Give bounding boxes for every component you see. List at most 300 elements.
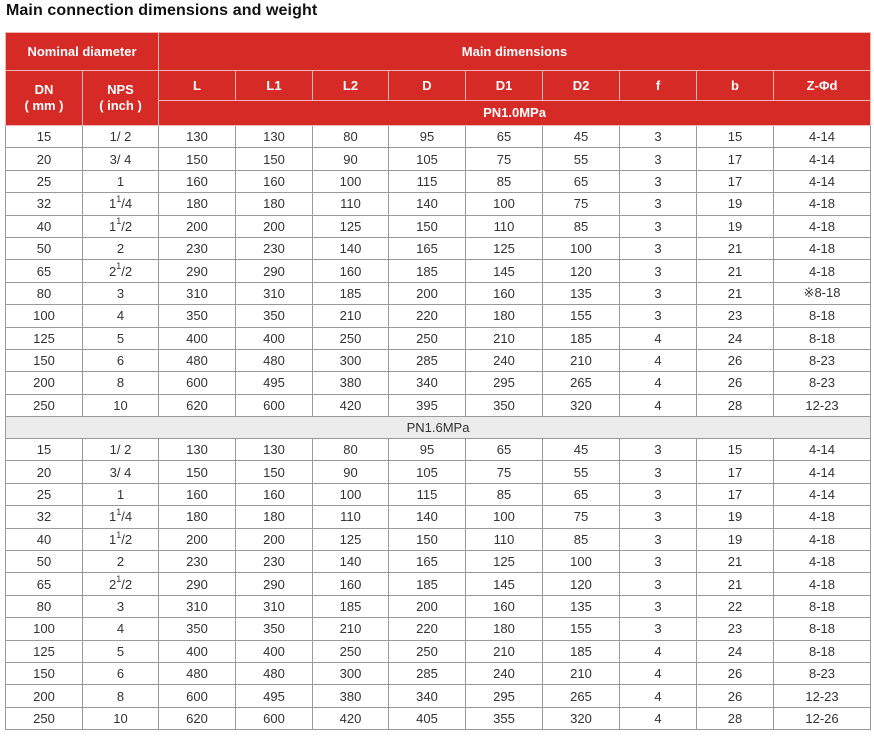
cell-z: 8-18 bbox=[774, 595, 871, 617]
cell-f: 3 bbox=[620, 282, 697, 304]
cell-l2: 250 bbox=[313, 640, 389, 662]
nominal-diameter-header: Nominal diameter bbox=[6, 33, 159, 71]
section-label: PN1.6MPa bbox=[6, 417, 871, 439]
cell-d: 115 bbox=[389, 170, 466, 192]
nps-cell: 2 bbox=[83, 237, 159, 259]
dn-cell: 25 bbox=[6, 170, 83, 192]
cell-f: 3 bbox=[620, 461, 697, 483]
cell-l1: 160 bbox=[236, 483, 313, 505]
cell-l: 200 bbox=[159, 215, 236, 237]
cell-f: 4 bbox=[620, 327, 697, 349]
cell-l1: 160 bbox=[236, 170, 313, 192]
cell-d2: 155 bbox=[543, 618, 620, 640]
cell-f: 3 bbox=[620, 215, 697, 237]
dn-cell: 65 bbox=[6, 573, 83, 595]
nps-numerator: 1 bbox=[116, 529, 122, 540]
cell-l: 600 bbox=[159, 685, 236, 707]
cell-d: 140 bbox=[389, 506, 466, 528]
table-row bbox=[6, 640, 871, 662]
dn-cell: 50 bbox=[6, 551, 83, 573]
cell-d: 340 bbox=[389, 372, 466, 394]
cell-l2: 90 bbox=[313, 148, 389, 170]
nps-cell: 3 bbox=[83, 595, 159, 617]
dn-label: DN bbox=[34, 82, 54, 97]
cell-l2: 185 bbox=[313, 282, 389, 304]
cell-f: 4 bbox=[620, 349, 697, 371]
cell-f: 3 bbox=[620, 126, 697, 148]
cell-d2: 75 bbox=[543, 193, 620, 215]
cell-z: 4-18 bbox=[774, 215, 871, 237]
nps-whole: 1 bbox=[108, 196, 117, 212]
cell-l2: 125 bbox=[313, 215, 389, 237]
table-row bbox=[6, 551, 871, 573]
cell-l2: 160 bbox=[313, 573, 389, 595]
dn-cell: 250 bbox=[6, 394, 83, 416]
cell-l: 130 bbox=[159, 439, 236, 461]
nps-cell: 8 bbox=[83, 685, 159, 707]
cell-b: 15 bbox=[697, 126, 774, 148]
cell-d1: 295 bbox=[466, 372, 543, 394]
cell-l1: 495 bbox=[236, 685, 313, 707]
cell-l1: 400 bbox=[236, 640, 313, 662]
cell-z: 4-14 bbox=[774, 170, 871, 192]
cell-d1: 145 bbox=[466, 260, 543, 282]
cell-l1: 290 bbox=[236, 260, 313, 282]
cell-d2: 135 bbox=[543, 595, 620, 617]
cell-z: 4-18 bbox=[774, 193, 871, 215]
cell-l: 310 bbox=[159, 282, 236, 304]
cell-b: 15 bbox=[697, 439, 774, 461]
nps-cell: 3/ 4 bbox=[83, 461, 159, 483]
nps-whole: 1 bbox=[108, 509, 117, 525]
cell-f: 3 bbox=[620, 595, 697, 617]
dn-cell: 125 bbox=[6, 640, 83, 662]
cell-d: 200 bbox=[389, 595, 466, 617]
cell-l1: 150 bbox=[236, 148, 313, 170]
table-row bbox=[6, 260, 871, 282]
table-row bbox=[6, 193, 871, 215]
cell-d: 165 bbox=[389, 551, 466, 573]
cell-l1: 200 bbox=[236, 215, 313, 237]
dn-cell: 20 bbox=[6, 461, 83, 483]
nps-cell bbox=[83, 573, 159, 595]
dn-cell: 20 bbox=[6, 148, 83, 170]
nps-whole: 2 bbox=[108, 263, 117, 279]
nps-denominator: /2 bbox=[121, 531, 133, 547]
nps-label: NPS bbox=[107, 82, 134, 97]
cell-l: 620 bbox=[159, 394, 236, 416]
nps-numerator: 1 bbox=[116, 574, 122, 585]
cell-d1: 180 bbox=[466, 618, 543, 640]
dn-cell: 250 bbox=[6, 707, 83, 729]
dn-cell: 150 bbox=[6, 662, 83, 684]
page-title: Main connection dimensions and weight bbox=[6, 2, 318, 19]
cell-f: 4 bbox=[620, 394, 697, 416]
cell-d1: 210 bbox=[466, 640, 543, 662]
cell-z: 4-18 bbox=[774, 573, 871, 595]
cell-z: 12-23 bbox=[774, 685, 871, 707]
cell-f: 4 bbox=[620, 685, 697, 707]
nps-cell: 10 bbox=[83, 707, 159, 729]
cell-f: 3 bbox=[620, 237, 697, 259]
section-label-pn10: PN1.0MPa bbox=[159, 101, 871, 126]
cell-l: 160 bbox=[159, 170, 236, 192]
cell-d2: 65 bbox=[543, 483, 620, 505]
table-row bbox=[6, 349, 871, 371]
nps-whole: 2 bbox=[108, 576, 117, 592]
cell-d: 200 bbox=[389, 282, 466, 304]
cell-l2: 90 bbox=[313, 461, 389, 483]
cell-d: 285 bbox=[389, 662, 466, 684]
cell-f: 3 bbox=[620, 483, 697, 505]
table-row bbox=[6, 148, 871, 170]
cell-d1: 240 bbox=[466, 662, 543, 684]
nps-cell: 10 bbox=[83, 394, 159, 416]
cell-d: 95 bbox=[389, 126, 466, 148]
table-row bbox=[6, 595, 871, 617]
cell-l1: 400 bbox=[236, 327, 313, 349]
cell-d: 185 bbox=[389, 260, 466, 282]
cell-d: 165 bbox=[389, 237, 466, 259]
cell-d2: 135 bbox=[543, 282, 620, 304]
col-header-f: f bbox=[620, 71, 697, 101]
cell-z: 8-23 bbox=[774, 372, 871, 394]
nps-numerator: 1 bbox=[116, 194, 122, 205]
nps-cell: 3 bbox=[83, 282, 159, 304]
nps-cell bbox=[83, 506, 159, 528]
cell-l2: 380 bbox=[313, 685, 389, 707]
nps-whole: 1 bbox=[108, 531, 117, 547]
nps-cell: 5 bbox=[83, 640, 159, 662]
cell-z: 4-18 bbox=[774, 506, 871, 528]
cell-l: 200 bbox=[159, 528, 236, 550]
table-row bbox=[6, 685, 871, 707]
cell-d: 250 bbox=[389, 640, 466, 662]
cell-l2: 80 bbox=[313, 439, 389, 461]
cell-z: 4-14 bbox=[774, 483, 871, 505]
cell-b: 24 bbox=[697, 640, 774, 662]
dn-cell: 32 bbox=[6, 193, 83, 215]
cell-d: 115 bbox=[389, 483, 466, 505]
col-header-l1: L1 bbox=[236, 71, 313, 101]
dn-cell: 200 bbox=[6, 372, 83, 394]
table-row bbox=[6, 237, 871, 259]
cell-b: 17 bbox=[697, 461, 774, 483]
cell-z: 4-18 bbox=[774, 528, 871, 550]
cell-l: 400 bbox=[159, 327, 236, 349]
cell-l1: 600 bbox=[236, 394, 313, 416]
cell-d2: 210 bbox=[543, 662, 620, 684]
cell-b: 21 bbox=[697, 573, 774, 595]
cell-l: 230 bbox=[159, 237, 236, 259]
cell-l: 160 bbox=[159, 483, 236, 505]
dn-cell: 200 bbox=[6, 685, 83, 707]
table-row bbox=[6, 707, 871, 729]
cell-l: 180 bbox=[159, 193, 236, 215]
cell-l1: 495 bbox=[236, 372, 313, 394]
dn-cell: 150 bbox=[6, 349, 83, 371]
nps-cell bbox=[83, 193, 159, 215]
dimensions-table bbox=[5, 32, 871, 730]
cell-l2: 100 bbox=[313, 170, 389, 192]
table-row bbox=[6, 506, 871, 528]
nps-denominator: /2 bbox=[121, 263, 133, 279]
nps-cell: 6 bbox=[83, 662, 159, 684]
cell-d1: 295 bbox=[466, 685, 543, 707]
cell-f: 3 bbox=[620, 618, 697, 640]
cell-d2: 120 bbox=[543, 573, 620, 595]
cell-b: 28 bbox=[697, 394, 774, 416]
cell-f: 4 bbox=[620, 372, 697, 394]
nps-denominator: /4 bbox=[121, 509, 133, 525]
cell-d2: 100 bbox=[543, 237, 620, 259]
cell-d2: 65 bbox=[543, 170, 620, 192]
table-row bbox=[6, 305, 871, 327]
cell-d: 150 bbox=[389, 528, 466, 550]
nps-cell: 2 bbox=[83, 551, 159, 573]
cell-l: 230 bbox=[159, 551, 236, 573]
nps-numerator: 1 bbox=[116, 261, 122, 272]
dn-cell: 32 bbox=[6, 506, 83, 528]
cell-d: 340 bbox=[389, 685, 466, 707]
nps-cell: 1 bbox=[83, 483, 159, 505]
cell-f: 3 bbox=[620, 506, 697, 528]
cell-l: 600 bbox=[159, 372, 236, 394]
cell-l: 130 bbox=[159, 126, 236, 148]
cell-b: 17 bbox=[697, 483, 774, 505]
table-row bbox=[6, 170, 871, 192]
table-row bbox=[6, 461, 871, 483]
cell-d2: 45 bbox=[543, 126, 620, 148]
nps-cell: 6 bbox=[83, 349, 159, 371]
cell-d1: 145 bbox=[466, 573, 543, 595]
cell-l1: 310 bbox=[236, 595, 313, 617]
cell-f: 4 bbox=[620, 640, 697, 662]
cell-d1: 160 bbox=[466, 282, 543, 304]
nps-cell: 5 bbox=[83, 327, 159, 349]
cell-d1: 85 bbox=[466, 483, 543, 505]
nps-cell: 3/ 4 bbox=[83, 148, 159, 170]
cell-d2: 320 bbox=[543, 707, 620, 729]
cell-b: 23 bbox=[697, 305, 774, 327]
cell-f: 4 bbox=[620, 707, 697, 729]
nps-unit: ( inch ) bbox=[99, 98, 142, 113]
table-row bbox=[6, 327, 871, 349]
cell-l: 290 bbox=[159, 573, 236, 595]
cell-l1: 310 bbox=[236, 282, 313, 304]
section-separator-row bbox=[6, 417, 871, 439]
col-header-z-phi-d: Z-Φd bbox=[774, 71, 871, 101]
cell-d2: 85 bbox=[543, 528, 620, 550]
cell-z: 12-26 bbox=[774, 707, 871, 729]
cell-d: 105 bbox=[389, 461, 466, 483]
cell-d: 140 bbox=[389, 193, 466, 215]
nps-numerator: 1 bbox=[116, 507, 122, 518]
col-header-d1: D1 bbox=[466, 71, 543, 101]
cell-l2: 300 bbox=[313, 662, 389, 684]
cell-l1: 600 bbox=[236, 707, 313, 729]
dn-cell: 15 bbox=[6, 126, 83, 148]
cell-b: 26 bbox=[697, 662, 774, 684]
cell-b: 23 bbox=[697, 618, 774, 640]
table-row bbox=[6, 618, 871, 640]
nps-denominator: /2 bbox=[121, 576, 133, 592]
cell-z: 8-23 bbox=[774, 662, 871, 684]
table-row bbox=[6, 372, 871, 394]
table-row bbox=[6, 394, 871, 416]
cell-d2: 100 bbox=[543, 551, 620, 573]
table-row bbox=[6, 439, 871, 461]
main-dimensions-header: Main dimensions bbox=[159, 33, 871, 71]
cell-l: 310 bbox=[159, 595, 236, 617]
cell-l1: 480 bbox=[236, 662, 313, 684]
cell-d: 95 bbox=[389, 439, 466, 461]
cell-z: ※8-18 bbox=[774, 282, 871, 304]
cell-f: 3 bbox=[620, 573, 697, 595]
cell-d1: 355 bbox=[466, 707, 543, 729]
cell-f: 3 bbox=[620, 260, 697, 282]
dn-cell: 40 bbox=[6, 215, 83, 237]
cell-l2: 210 bbox=[313, 618, 389, 640]
cell-d2: 85 bbox=[543, 215, 620, 237]
cell-d2: 210 bbox=[543, 349, 620, 371]
cell-b: 22 bbox=[697, 595, 774, 617]
cell-d: 285 bbox=[389, 349, 466, 371]
cell-d2: 320 bbox=[543, 394, 620, 416]
cell-l1: 180 bbox=[236, 193, 313, 215]
cell-l1: 480 bbox=[236, 349, 313, 371]
cell-b: 24 bbox=[697, 327, 774, 349]
cell-d2: 155 bbox=[543, 305, 620, 327]
cell-d1: 65 bbox=[466, 126, 543, 148]
cell-d2: 55 bbox=[543, 461, 620, 483]
cell-l2: 110 bbox=[313, 506, 389, 528]
table-row bbox=[6, 528, 871, 550]
cell-d1: 100 bbox=[466, 193, 543, 215]
cell-l: 350 bbox=[159, 305, 236, 327]
cell-l2: 110 bbox=[313, 193, 389, 215]
cell-b: 19 bbox=[697, 193, 774, 215]
cell-l2: 300 bbox=[313, 349, 389, 371]
cell-l1: 290 bbox=[236, 573, 313, 595]
nps-cell: 1/ 2 bbox=[83, 126, 159, 148]
cell-z: 8-18 bbox=[774, 640, 871, 662]
cell-l1: 230 bbox=[236, 237, 313, 259]
col-header-b: b bbox=[697, 71, 774, 101]
cell-d1: 180 bbox=[466, 305, 543, 327]
cell-d: 220 bbox=[389, 618, 466, 640]
cell-d1: 350 bbox=[466, 394, 543, 416]
table-row bbox=[6, 573, 871, 595]
cell-f: 3 bbox=[620, 305, 697, 327]
col-header-d2: D2 bbox=[543, 71, 620, 101]
cell-l1: 350 bbox=[236, 305, 313, 327]
nps-cell: 4 bbox=[83, 305, 159, 327]
cell-d1: 75 bbox=[466, 461, 543, 483]
cell-z: 8-18 bbox=[774, 618, 871, 640]
cell-z: 8-18 bbox=[774, 305, 871, 327]
cell-z: 4-14 bbox=[774, 461, 871, 483]
cell-l: 290 bbox=[159, 260, 236, 282]
cell-l: 150 bbox=[159, 461, 236, 483]
cell-l2: 185 bbox=[313, 595, 389, 617]
cell-z: 4-14 bbox=[774, 439, 871, 461]
nps-cell: 1/ 2 bbox=[83, 439, 159, 461]
nps-cell: 8 bbox=[83, 372, 159, 394]
table-body bbox=[6, 126, 871, 730]
cell-d1: 110 bbox=[466, 215, 543, 237]
cell-d: 405 bbox=[389, 707, 466, 729]
cell-l1: 150 bbox=[236, 461, 313, 483]
cell-f: 3 bbox=[620, 551, 697, 573]
cell-b: 26 bbox=[697, 685, 774, 707]
cell-d: 150 bbox=[389, 215, 466, 237]
cell-l2: 125 bbox=[313, 528, 389, 550]
cell-l2: 420 bbox=[313, 394, 389, 416]
col-header-l2: L2 bbox=[313, 71, 389, 101]
dn-cell: 125 bbox=[6, 327, 83, 349]
cell-d2: 75 bbox=[543, 506, 620, 528]
table-row bbox=[6, 126, 871, 148]
dn-cell: 50 bbox=[6, 237, 83, 259]
cell-l1: 350 bbox=[236, 618, 313, 640]
cell-d1: 110 bbox=[466, 528, 543, 550]
nps-denominator: /4 bbox=[121, 196, 133, 212]
cell-l: 480 bbox=[159, 662, 236, 684]
cell-z: 4-14 bbox=[774, 148, 871, 170]
cell-b: 26 bbox=[697, 349, 774, 371]
cell-d1: 100 bbox=[466, 506, 543, 528]
table-row bbox=[6, 483, 871, 505]
cell-d: 105 bbox=[389, 148, 466, 170]
cell-d1: 125 bbox=[466, 237, 543, 259]
nps-whole: 1 bbox=[108, 218, 117, 234]
cell-f: 3 bbox=[620, 193, 697, 215]
cell-d: 185 bbox=[389, 573, 466, 595]
cell-d1: 160 bbox=[466, 595, 543, 617]
cell-f: 4 bbox=[620, 662, 697, 684]
cell-b: 21 bbox=[697, 260, 774, 282]
table-row bbox=[6, 282, 871, 304]
cell-d1: 125 bbox=[466, 551, 543, 573]
dn-unit: ( mm ) bbox=[24, 98, 64, 113]
cell-l: 400 bbox=[159, 640, 236, 662]
cell-b: 19 bbox=[697, 506, 774, 528]
nps-cell: 4 bbox=[83, 618, 159, 640]
cell-b: 21 bbox=[697, 237, 774, 259]
cell-z: 8-18 bbox=[774, 327, 871, 349]
dn-header bbox=[6, 71, 83, 126]
cell-z: 4-18 bbox=[774, 237, 871, 259]
nps-cell: 1 bbox=[83, 170, 159, 192]
cell-f: 3 bbox=[620, 148, 697, 170]
nps-numerator: 1 bbox=[116, 216, 122, 227]
dn-cell: 25 bbox=[6, 483, 83, 505]
nps-header bbox=[83, 71, 159, 126]
cell-d1: 240 bbox=[466, 349, 543, 371]
cell-l2: 140 bbox=[313, 551, 389, 573]
cell-l2: 420 bbox=[313, 707, 389, 729]
cell-d1: 85 bbox=[466, 170, 543, 192]
cell-z: 4-14 bbox=[774, 126, 871, 148]
table-row bbox=[6, 215, 871, 237]
nps-denominator: /2 bbox=[121, 218, 133, 234]
table-row bbox=[6, 662, 871, 684]
cell-d: 395 bbox=[389, 394, 466, 416]
cell-l2: 380 bbox=[313, 372, 389, 394]
cell-b: 21 bbox=[697, 551, 774, 573]
col-header-d: D bbox=[389, 71, 466, 101]
